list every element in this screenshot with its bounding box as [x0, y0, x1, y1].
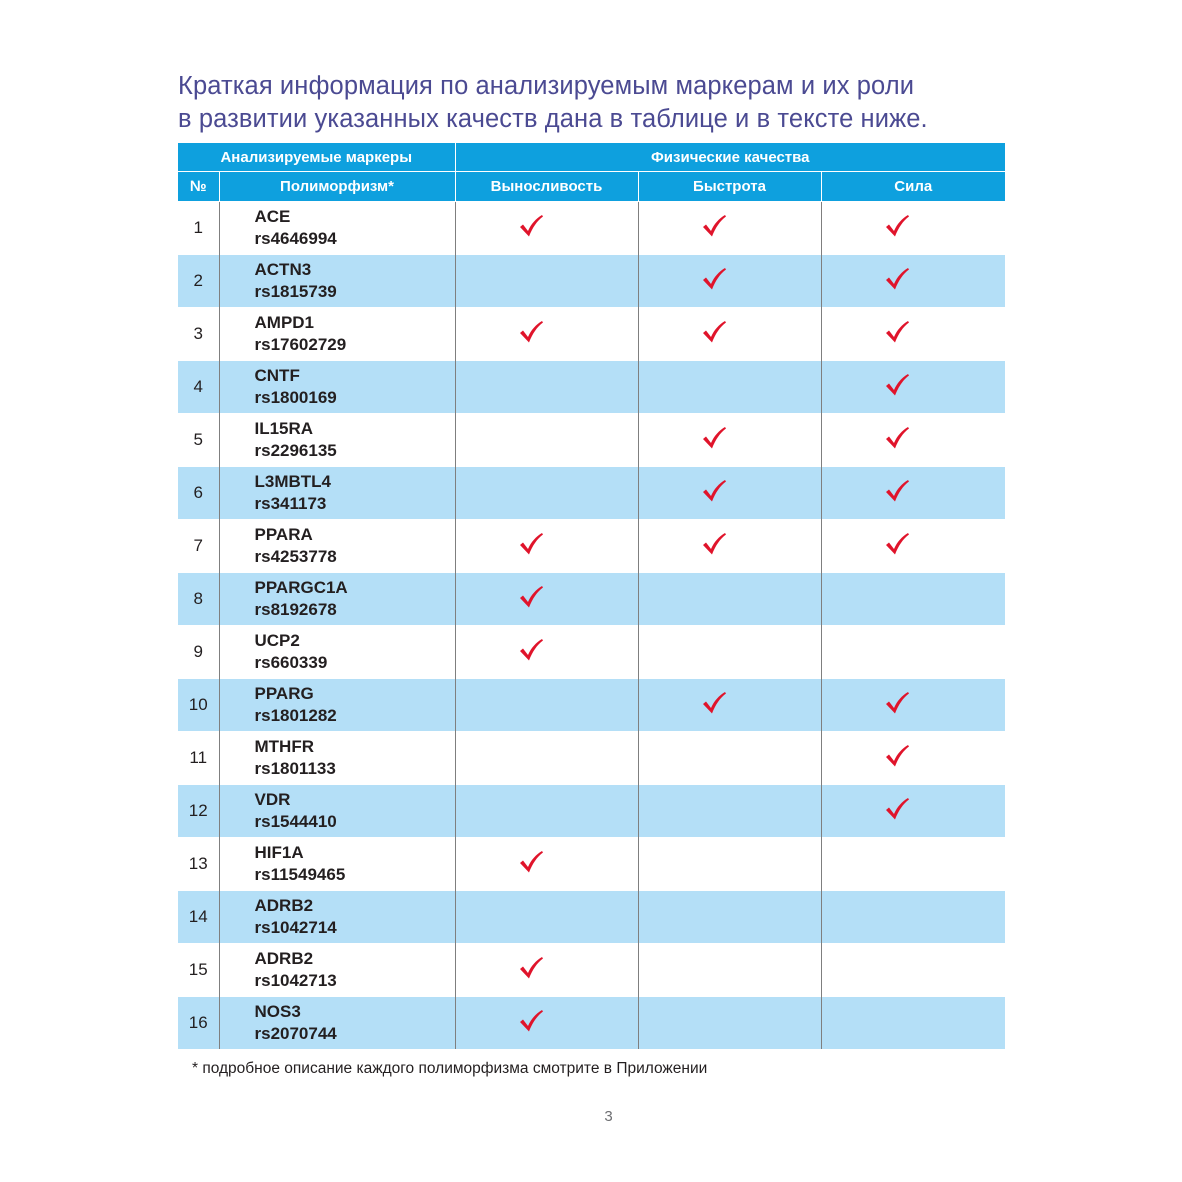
endurance-cell	[455, 573, 638, 626]
polymorphism-cell	[219, 573, 455, 626]
table-row	[178, 891, 1005, 944]
polymorphism-cell	[219, 626, 455, 679]
check-mark-icon	[884, 479, 910, 503]
snp-id: rs2296135	[254, 441, 337, 460]
header-num: №	[178, 172, 219, 202]
check-mark-icon	[701, 691, 727, 715]
check-mark-icon	[884, 320, 910, 344]
strength-cell	[821, 785, 1005, 838]
polymorphism-cell	[219, 679, 455, 732]
speed-cell	[638, 626, 821, 679]
check-mark-icon	[884, 744, 910, 768]
speed-cell	[638, 573, 821, 626]
check-mark-icon	[884, 426, 910, 450]
intro-line-2: в развитии указанных качеств дана в таблице и в тексте ниже.	[178, 105, 928, 133]
row-number: 8	[178, 573, 219, 626]
endurance-cell	[455, 467, 638, 520]
polymorphism-cell	[219, 308, 455, 361]
strength-cell	[821, 202, 1005, 255]
polymorphism-cell	[219, 785, 455, 838]
row-number: 12	[178, 785, 219, 838]
speed-cell	[638, 997, 821, 1050]
speed-cell	[638, 308, 821, 361]
gene-name: CNTF	[254, 366, 300, 385]
row-number: 6	[178, 467, 219, 520]
gene-name: ADRB2	[254, 949, 314, 968]
strength-cell	[821, 997, 1005, 1050]
endurance-cell	[455, 308, 638, 361]
snp-id: rs1801282	[254, 706, 337, 725]
table-row	[178, 732, 1005, 785]
strength-cell	[821, 838, 1005, 891]
intro-line-1: Краткая информация по анализируемым маркерам и их роли	[178, 72, 915, 100]
row-number: 7	[178, 520, 219, 573]
snp-id: rs1042714	[254, 918, 337, 937]
table-row	[178, 944, 1005, 997]
check-mark-icon	[518, 585, 544, 609]
table-row	[178, 785, 1005, 838]
table-row	[178, 679, 1005, 732]
snp-id: rs1815739	[254, 282, 337, 301]
check-mark-icon	[884, 797, 910, 821]
polymorphism-cell	[219, 520, 455, 573]
strength-cell	[821, 520, 1005, 573]
gene-name: PPARGC1A	[254, 578, 348, 597]
header-polymorphism: Полиморфизм*	[219, 172, 455, 202]
endurance-cell	[455, 944, 638, 997]
polymorphism-cell	[219, 202, 455, 255]
check-mark-icon	[518, 214, 544, 238]
table-row	[178, 414, 1005, 467]
strength-cell	[821, 414, 1005, 467]
markers-table	[178, 143, 1005, 1049]
check-mark-icon	[518, 638, 544, 662]
check-mark-icon	[884, 691, 910, 715]
polymorphism-cell	[219, 838, 455, 891]
gene-name: VDR	[254, 790, 291, 809]
table-row	[178, 626, 1005, 679]
strength-cell	[821, 732, 1005, 785]
polymorphism-cell	[219, 414, 455, 467]
endurance-cell	[455, 626, 638, 679]
snp-id: rs341173	[254, 494, 327, 513]
check-mark-icon	[701, 214, 727, 238]
check-mark-icon	[884, 267, 910, 291]
row-number: 10	[178, 679, 219, 732]
snp-id: rs11549465	[254, 865, 346, 884]
header-strength: Сила	[821, 172, 1005, 202]
endurance-cell	[455, 732, 638, 785]
check-mark-icon	[701, 267, 727, 291]
speed-cell	[638, 467, 821, 520]
strength-cell	[821, 891, 1005, 944]
speed-cell	[638, 679, 821, 732]
polymorphism-cell	[219, 361, 455, 414]
table-row	[178, 361, 1005, 414]
table-row	[178, 202, 1005, 255]
check-mark-icon	[518, 320, 544, 344]
page-number: 3	[604, 1108, 613, 1125]
check-mark-icon	[884, 532, 910, 556]
strength-cell	[821, 255, 1005, 308]
row-number: 14	[178, 891, 219, 944]
header-group-markers: Анализируемые маркеры	[178, 143, 455, 172]
speed-cell	[638, 732, 821, 785]
strength-cell	[821, 573, 1005, 626]
speed-cell	[638, 361, 821, 414]
polymorphism-cell	[219, 891, 455, 944]
polymorphism-cell	[219, 732, 455, 785]
check-mark-icon	[518, 1009, 544, 1033]
row-number: 1	[178, 202, 219, 255]
snp-id: rs4646994	[254, 229, 337, 248]
check-mark-icon	[518, 532, 544, 556]
snp-id: rs1800169	[254, 388, 337, 407]
speed-cell	[638, 202, 821, 255]
check-mark-icon	[701, 479, 727, 503]
row-number: 11	[178, 732, 219, 785]
check-mark-icon	[884, 373, 910, 397]
gene-name: ADRB2	[254, 896, 314, 915]
row-number: 5	[178, 414, 219, 467]
header-group-qualities: Физические качества	[455, 143, 1005, 172]
speed-cell	[638, 414, 821, 467]
table-row	[178, 255, 1005, 308]
table-row	[178, 467, 1005, 520]
check-mark-icon	[701, 532, 727, 556]
endurance-cell	[455, 891, 638, 944]
gene-name: HIF1A	[254, 843, 304, 862]
endurance-cell	[455, 785, 638, 838]
gene-name: NOS3	[254, 1002, 301, 1021]
intro-text	[178, 70, 1058, 136]
strength-cell	[821, 679, 1005, 732]
endurance-cell	[455, 361, 638, 414]
table-body	[178, 202, 1005, 1050]
strength-cell	[821, 626, 1005, 679]
polymorphism-cell	[219, 255, 455, 308]
speed-cell	[638, 944, 821, 997]
gene-name: ACE	[254, 207, 291, 226]
endurance-cell	[455, 679, 638, 732]
endurance-cell	[455, 255, 638, 308]
gene-name: UCP2	[254, 631, 300, 650]
gene-name: IL15RA	[254, 419, 314, 438]
strength-cell	[821, 308, 1005, 361]
table-row	[178, 308, 1005, 361]
table-header	[178, 143, 1005, 202]
endurance-cell	[455, 520, 638, 573]
strength-cell	[821, 467, 1005, 520]
table-row	[178, 520, 1005, 573]
polymorphism-cell	[219, 944, 455, 997]
row-number: 2	[178, 255, 219, 308]
check-mark-icon	[701, 320, 727, 344]
endurance-cell	[455, 838, 638, 891]
snp-id: rs1544410	[254, 812, 337, 831]
check-mark-icon	[518, 850, 544, 874]
check-mark-icon	[884, 214, 910, 238]
gene-name: MTHFR	[254, 737, 314, 756]
header-speed: Быстрота	[638, 172, 821, 202]
speed-cell	[638, 891, 821, 944]
gene-name: ACTN3	[254, 260, 312, 279]
row-number: 13	[178, 838, 219, 891]
gene-name: L3MBTL4	[254, 472, 331, 491]
snp-id: rs4253778	[254, 547, 337, 566]
header-endurance: Выносливость	[455, 172, 638, 202]
row-number: 4	[178, 361, 219, 414]
polymorphism-cell	[219, 997, 455, 1050]
table-row	[178, 838, 1005, 891]
snp-id: rs8192678	[254, 600, 337, 619]
snp-id: rs2070744	[254, 1024, 337, 1043]
snp-id: rs1801133	[254, 759, 336, 778]
row-number: 3	[178, 308, 219, 361]
endurance-cell	[455, 202, 638, 255]
row-number: 16	[178, 997, 219, 1050]
row-number: 9	[178, 626, 219, 679]
speed-cell	[638, 255, 821, 308]
snp-id: rs17602729	[254, 335, 347, 354]
check-mark-icon	[518, 956, 544, 980]
strength-cell	[821, 361, 1005, 414]
table-row	[178, 997, 1005, 1050]
strength-cell	[821, 944, 1005, 997]
check-mark-icon	[701, 426, 727, 450]
speed-cell	[638, 520, 821, 573]
snp-id: rs660339	[254, 653, 328, 672]
speed-cell	[638, 838, 821, 891]
endurance-cell	[455, 997, 638, 1050]
table-row	[178, 573, 1005, 626]
gene-name: AMPD1	[254, 313, 315, 332]
row-number: 15	[178, 944, 219, 997]
speed-cell	[638, 785, 821, 838]
gene-name: PPARG	[254, 684, 314, 703]
gene-name: PPARA	[254, 525, 313, 544]
footnote: * подробное описание каждого полиморфизма смотрите в Приложении	[192, 1060, 708, 1077]
snp-id: rs1042713	[254, 971, 337, 990]
polymorphism-cell	[219, 467, 455, 520]
endurance-cell	[455, 414, 638, 467]
